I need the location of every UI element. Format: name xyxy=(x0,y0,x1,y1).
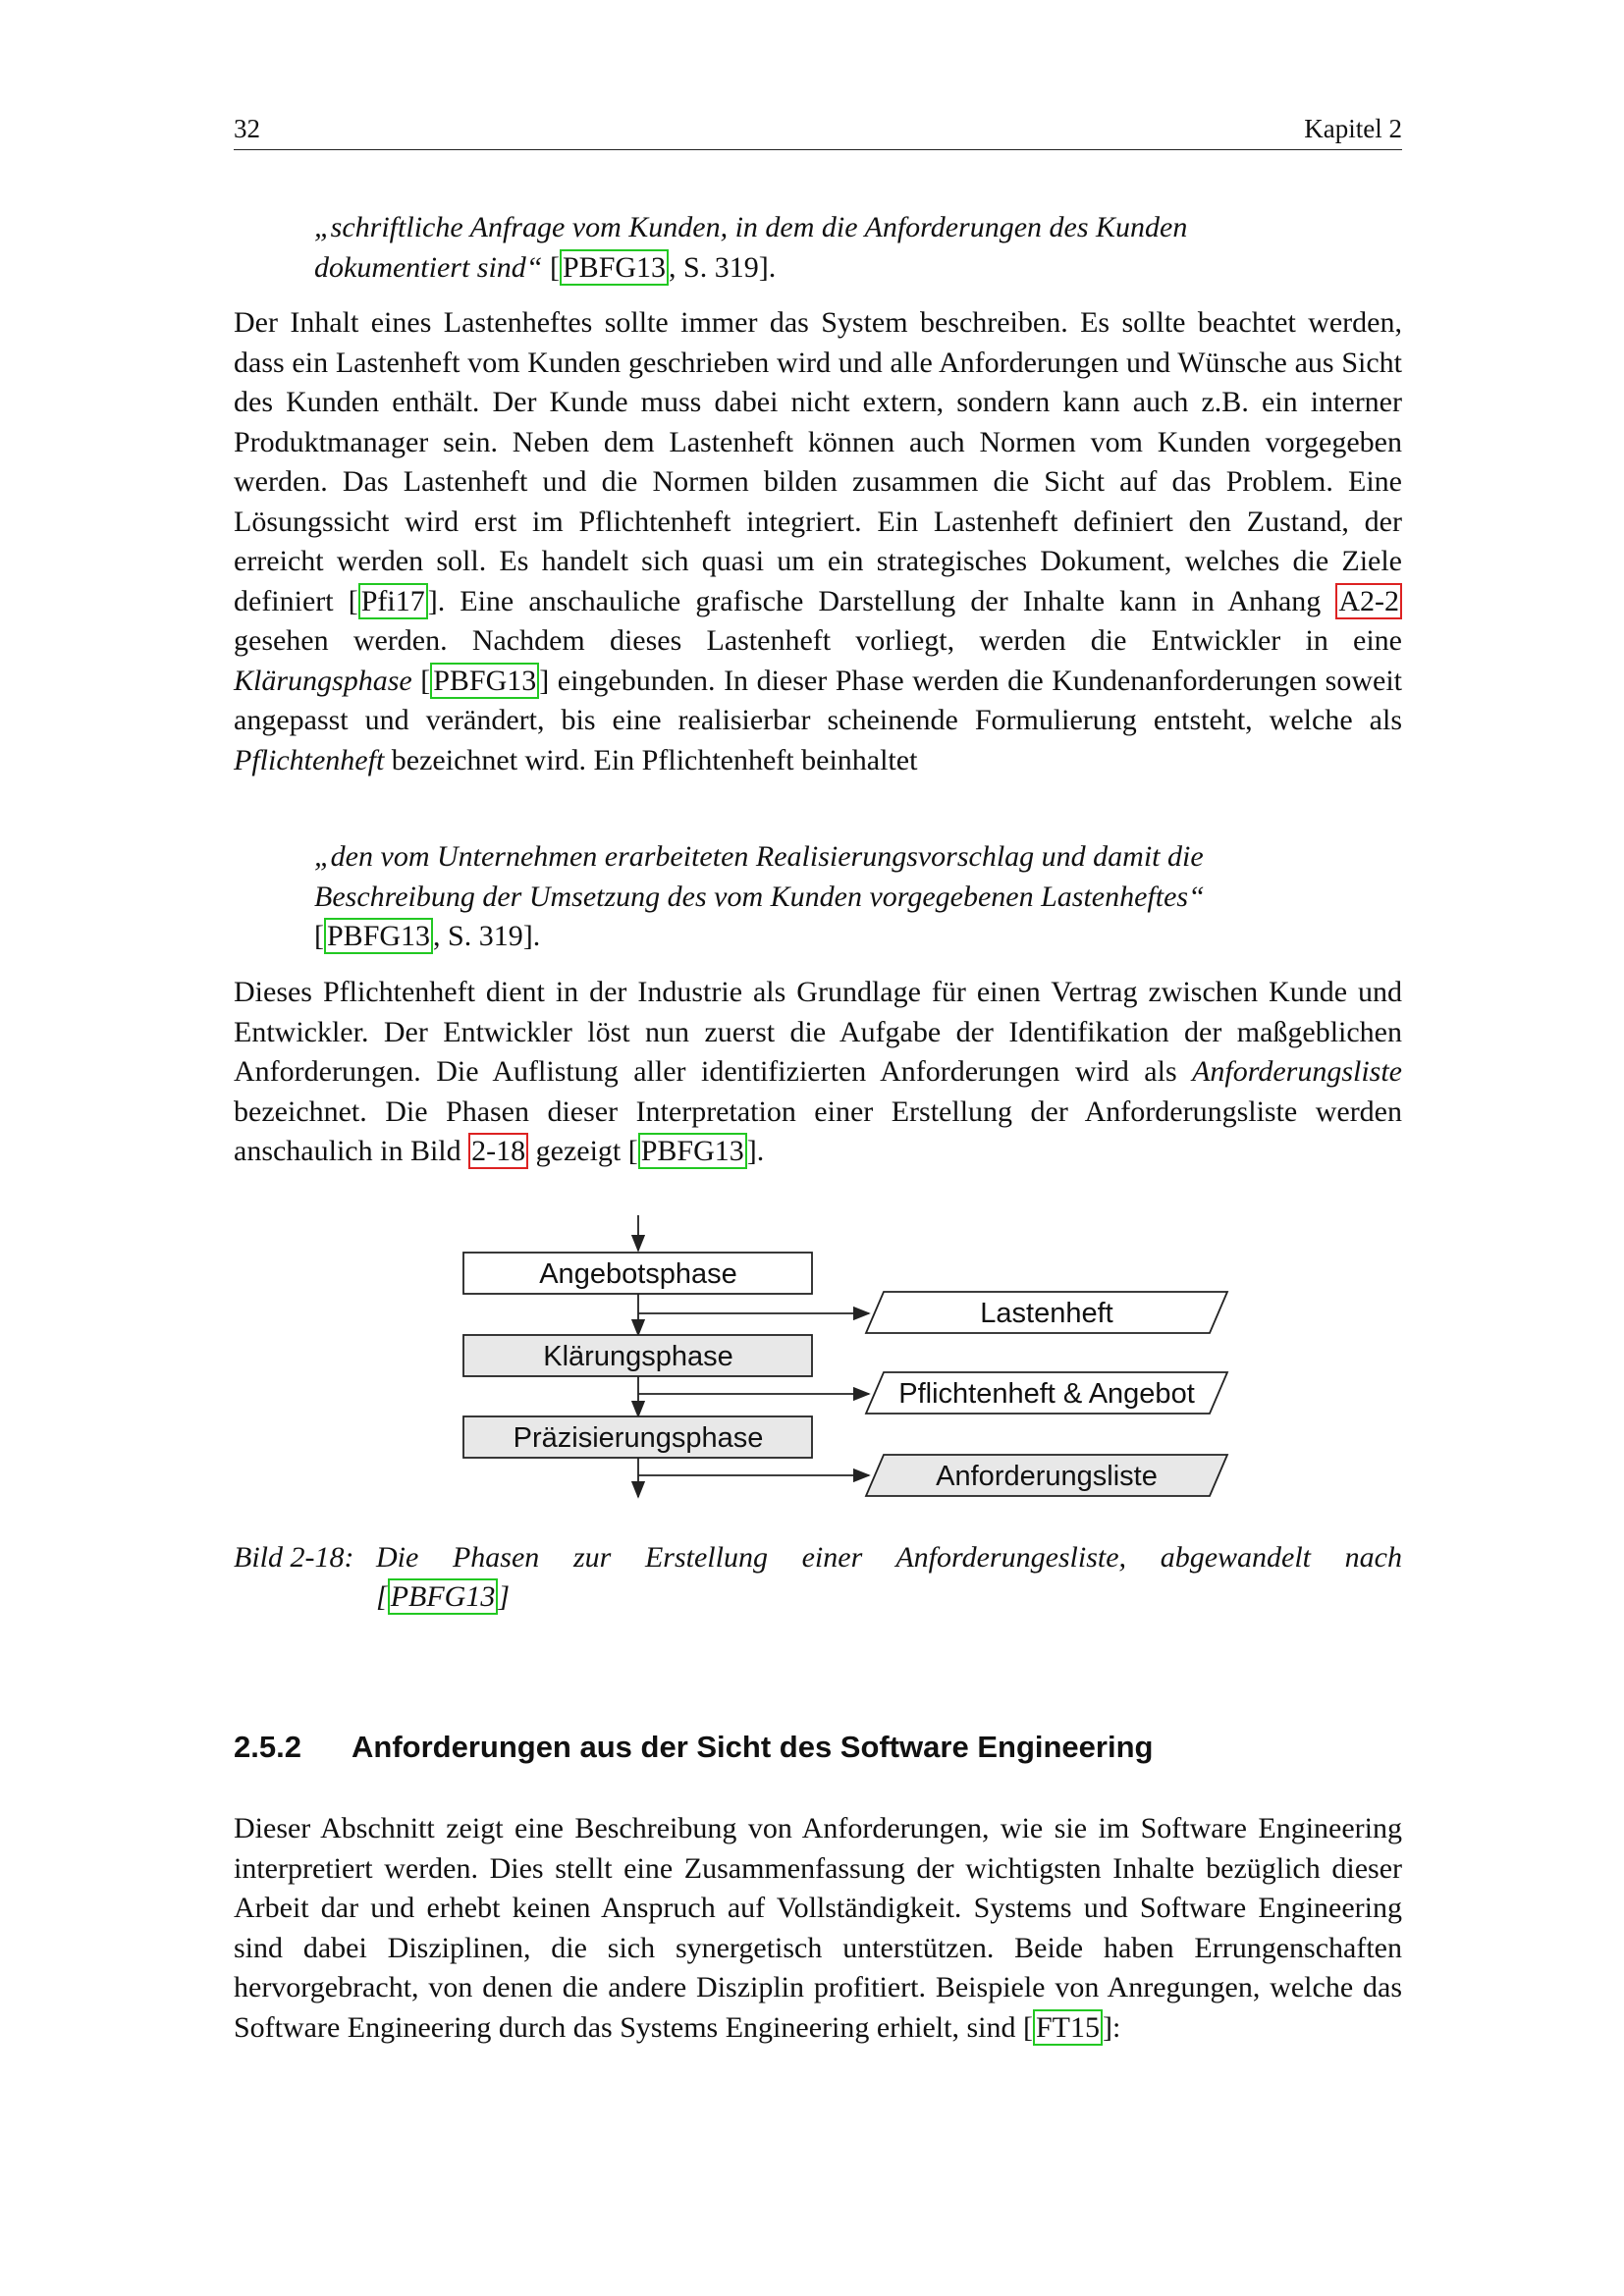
quote-page: , S. 319]. xyxy=(433,920,541,952)
paragraph-text: [ xyxy=(411,664,431,697)
quote-block-1: „schriftliche Anfrage vom Kunden, in dem die Anforderungen des Kunden dokumentiert sind“ [ PBFG13 , S. 319]. xyxy=(314,211,1188,284)
paragraph-3 xyxy=(234,1809,1402,2048)
paragraph-text: ] eingebunden. In dieser Phase werden die Kundenanforderungen soweit angepasst und verändert, bis eine realisierbar scheinende Formulierung entsteht, welche als xyxy=(234,664,1402,736)
quote-page: , S. 319]. xyxy=(669,250,777,284)
paragraph-text: ]. Eine anschauliche grafische Darstellung der Inhalte kann in Anhang xyxy=(427,584,1336,617)
citation-link[interactable]: PBFG13 xyxy=(638,1133,747,1169)
paragraph-1 xyxy=(234,303,1402,780)
section-number: 2.5.2 xyxy=(234,1730,301,1764)
paragraph-text: Dieses Pflichtenheft dient in der Industrie als Grundlage für einen Vertrag zwischen Kunde und Entwickler. Der Entwickler löst nun zuerst die Aufgabe der Identifikation der maßgeblichen Anforderungen. Die Auflistung aller identifizierten Anforderungen wird als xyxy=(234,976,1402,1088)
caption-citation: [ PBFG13 ] xyxy=(376,1580,511,1613)
citation-link[interactable]: PBFG13 xyxy=(388,1578,499,1615)
output-label: Lastenheft xyxy=(980,1298,1113,1329)
quote-block-2: „den vom Unternehmen erarbeiteten Realisierungsvorschlag und damit die Beschreibung der Umsetzung des vom Kunden vorgegebenen Lastenheftes“ [ PBFG13 , S. 319]. xyxy=(314,840,1205,952)
quote-text: „den vom Unternehmen erarbeiteten Realisierungsvorschlag und damit die Beschreibung der Umsetzung des vom Kunden vorgegebenen Lastenheftes“ xyxy=(314,840,1205,913)
paragraph-text: bezeichnet. Die Phasen dieser Interpretation einer Erstellung der Anforderungsliste werden anschaulich in Bild xyxy=(234,1095,1402,1167)
paragraph-text: Dieser Abschnitt zeigt eine Beschreibung von Anforderungen, wie sie im Software Engineering interpretiert werden. Dies stellt eine Zusammenfassung der wichtigsten Inhalte bezüglich dieser Arbeit dar und erhebt keinen Anspruch auf Vollständigkeit. Systems und Software Engineering sind dabei Disziplinen, die sich synergetisch unterstützen. Beide haben Errungenschaften hervorgebracht, von denen die andere Disziplin profitiert. Beispiele von Anregungen, welche das Software Engineering durch das Systems Engineering erhielt, sind [ xyxy=(234,1812,1402,2044)
paragraph-text: bezeichnet wird. Ein Pflichtenheft beinhaltet xyxy=(384,743,918,776)
quote-text: „schriftliche Anfrage vom Kunden, in dem die Anforderungen des Kunden dokumentiert sind“ xyxy=(314,211,1188,284)
paragraph-text: ]. xyxy=(746,1135,765,1167)
figure-reference-link[interactable]: 2-18 xyxy=(468,1133,528,1169)
phase-label: Klärungsphase xyxy=(543,1341,733,1372)
page-number: 32 xyxy=(234,114,260,143)
emphasis-term: Klärungsphase xyxy=(234,664,412,697)
citation-link[interactable]: PBFG13 xyxy=(324,918,433,954)
emphasis-term: Pflichtenheft xyxy=(234,743,385,776)
paragraph-text: ]: xyxy=(1103,2010,1121,2044)
paragraph-text: Der Inhalt eines Lastenheftes sollte immer das System beschreiben. Es sollte beachtet werden, dass ein Lastenheft vom Kunden geschrieben wird und alle Anforderungen und Wünsche aus Sicht des Kunden enthält. Der Kunde muss dabei nicht extern, sondern kann auch z.B. ein interner Produktmanager sein. Neben dem Lastenheft können auch Normen vom Kunden vorgegeben werden. Das Lastenheft und die Normen bilden zusammen die Sicht auf das Problem. Eine Lösungssicht wird erst im Pflichtenheft integriert. Ein Lastenheft definiert den Zustand, der erreicht werden soll. Es handelt sich quasi um ein strategisches Dokument, welches die Ziele definiert [ xyxy=(234,306,1402,617)
appendix-reference-link[interactable]: A2-2 xyxy=(1335,583,1402,619)
caption-label: Bild 2-18: xyxy=(234,1541,354,1574)
citation-link[interactable]: Pfi17 xyxy=(358,583,428,619)
phase-label: Präzisierungsphase xyxy=(513,1422,764,1454)
emphasis-term: Anforderungsliste xyxy=(1192,1055,1402,1088)
phase-label: Angebotsphase xyxy=(539,1258,737,1290)
citation-link[interactable]: PBFG13 xyxy=(560,249,669,286)
paragraph-text: gesehen werden. Nachdem dieses Lastenheft vorliegt, werden die Entwickler in eine xyxy=(234,624,1402,657)
paragraph-2 xyxy=(234,973,1402,1172)
citation-link[interactable]: FT15 xyxy=(1033,2009,1103,2046)
caption-text: Die Phasen zur Erstellung einer Anforderungesliste, abgewandelt nach xyxy=(376,1541,1402,1574)
page-header xyxy=(234,110,1402,150)
output-label: Pflichtenheft & Angebot xyxy=(898,1378,1195,1410)
section-title: Anforderungen aus der Sicht des Software Engineering xyxy=(352,1730,1154,1764)
citation-link[interactable]: PBFG13 xyxy=(430,663,539,699)
phase-diagram xyxy=(452,1207,1237,1502)
paragraph-text: gezeigt [ xyxy=(528,1135,638,1167)
output-label: Anforderungsliste xyxy=(936,1461,1158,1492)
chapter-label: Kapitel 2 xyxy=(1304,114,1402,143)
